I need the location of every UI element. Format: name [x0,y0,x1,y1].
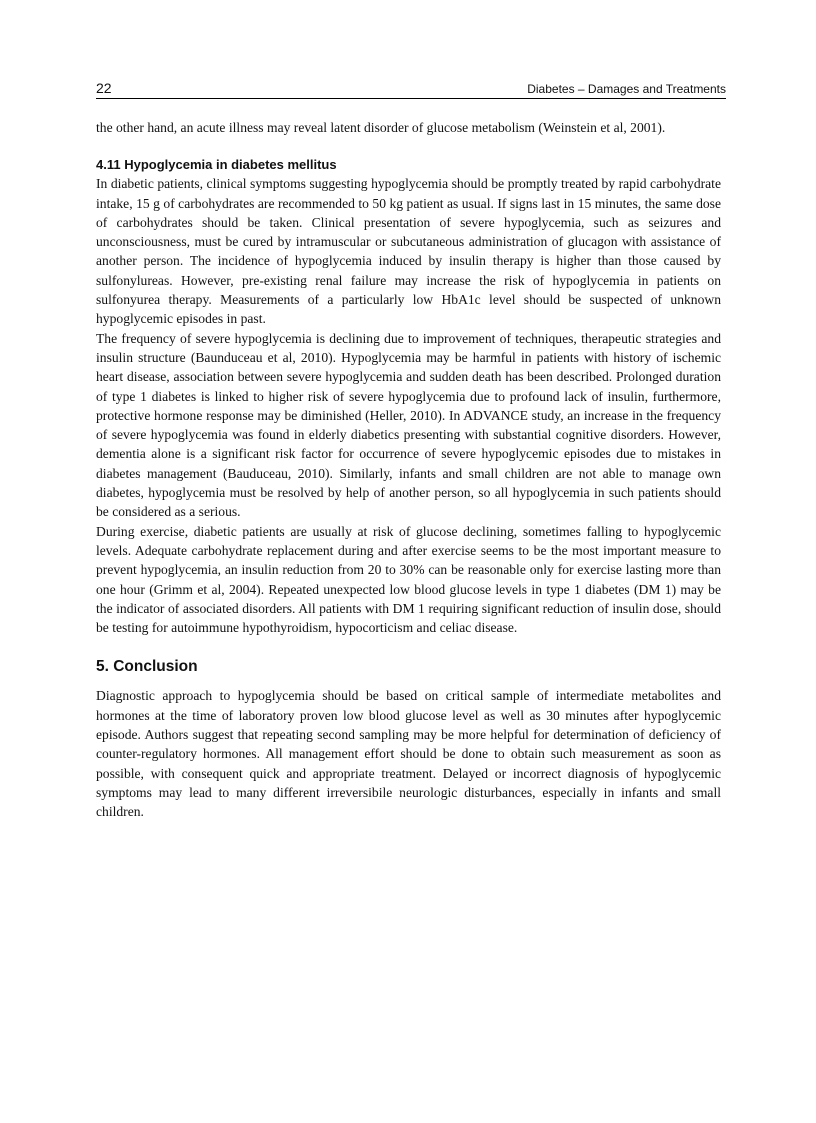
section-heading: 5. Conclusion [96,658,198,676]
page-number: 22 [96,80,112,96]
page-header [96,80,726,99]
conclusion-paragraph: Diagnostic approach to hypoglycemia should be based on critical sample of intermediate metabolites and hormones at the time of laboratory proven low blood glucose level as well as 30 minutes after hypoglycemic episode. Authors suggest that repeating second sampling may be more helpful for determination of deficiency of counter-regulatory hormones. All management effort should be done to obtain such measurement as soon as possible, with consequent quick and appropriate treatment. Delayed or incorrect diagnosis of hypoglycemic symptoms may lead to many different irreversibile neurologic disturbances, especially in infants and small children. [96,688,721,820]
running-title: Diabetes – Damages and Treatments [527,82,726,96]
subsection-heading: 4.11 Hypoglycemia in diabetes mellitus [96,157,337,173]
spacer [96,137,721,155]
body-paragraph: In diabetic patients, clinical symptoms suggesting hypoglycemia should be promptly treated by rapid carbohydrate intake, 15 g of carbohydrates are recommended to 50 kg patient as usual. If signs last in 15 minutes, the same dose of carbohydrates should be taken. Clinical presentation of severe hypoglycemia, such as seizures and unconsciousness, must be cured by intramuscular or subcutaneous administration of glucagon with assistance of another person. The incidence of hypoglycemia induced by insulin therapy is higher than those caused by sulfonylureas. However, pre-existing renal failure may increase the risk of hypoglycemia in patients on sulfonyurea therapy. Measurements of a particularly low HbA1c level should be suspected of unknown hypoglycemic episodes in past. [96,176,721,327]
body-paragraph: The frequency of severe hypoglycemia is declining due to improvement of techniques, therapeutic strategies and insulin structure (Baunduceau et al, 2010). Hypoglycemia may be harmful in patients with history of ischemic heart disease, association between severe hypoglycemia and sudden death has been described. Prolonged duration of type 1 diabetes is linked to higher risk of severe hypoglycemia due to profound lack of insulin, furthermore, protective hormone response may be diminished (Heller, 2010). In ADVANCE study, an increase in the frequency of severe hypoglycemia was found in elderly diabetics presenting with substantial cognitive disorders. However, dementia alone is a significant risk factor for occurrence of severe hypoglycemic episodes due to mistakes in diabetes management (Bauduceau, 2010). Similarly, infants and small children are not able to manage own diabetes, hypoglycemia must be resolved by help of another person, so all hypoglycemia in such patients should be considered as a serious. [96,330,721,520]
page-body [96,118,721,822]
intro-paragraph: the other hand, an acute illness may reveal latent disorder of glucose metabolism (Weinstein et al, 2001). [96,120,666,135]
body-paragraph: During exercise, diabetic patients are usually at risk of glucose declining, sometimes falling to hypoglycemic levels. Adequate carbohydrate replacement during and after exercise seems to be the most important measure to prevent hypoglycemia, an insulin reduction from 20 to 30% can be reasonable only for exercise lasting more than one hour (Grimm et al, 2004). Repeated unexpected low blood glucose levels in type 1 diabetes (DM 1) may be the indicator of associated disorders. All patients with DM 1 requiring significant reduction of insulin dose, should be testing for autoimmune hypothyroidism, hypocorticism and celiac disease. [96,523,721,636]
